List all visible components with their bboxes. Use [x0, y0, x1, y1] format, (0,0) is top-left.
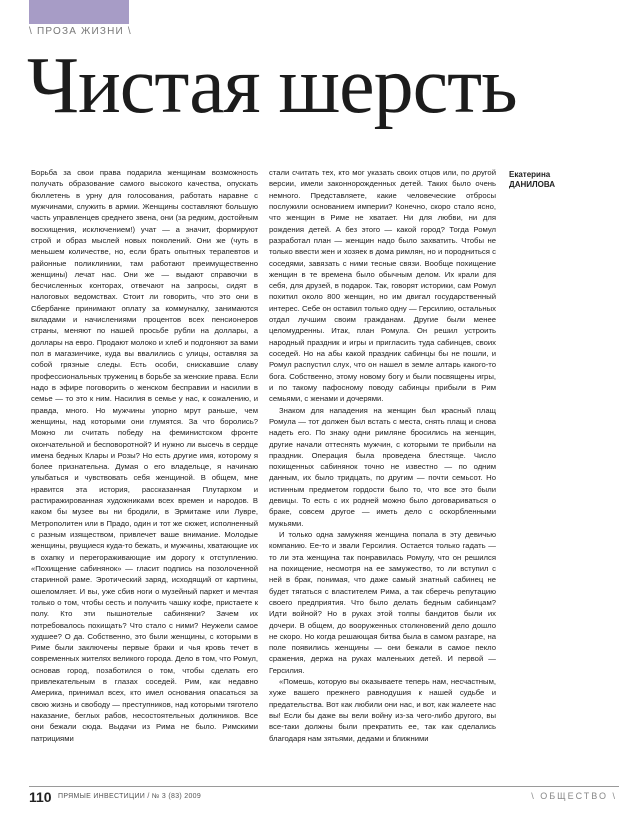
- article-column-1: [31, 167, 258, 744]
- paragraph: Борьба за свои права подарила женщинам возможность получать образование самого высокого качества, опускать бюллетень в урну для голосования, работать наравне с мужчинами, служить в армии. Женщины составляют большую часть управленцев среднего звена, они (за редким, достойным восхищения, исключением!) учат — а значит, формируют строй и образ мыслей новых поколений. Они же (чуть в меньшем количестве, но, если брать опытных терапевтов и районные поликлиники, там работают преимущественно женщины) лечат нас. Они же — выдают справочки в бесчисленных конторах, отвечают на запросы, сидят в налоговых ведомствах. Стоит ли говорить, что это они в Сбербанке принимают оплату за коммуналку, занимаются вкладами и начислениями процентов всех пенсионеров страны, меняют по нашей просьбе рубли на доллары, а доллары на евро. Продают молоко и хлеб и подгоняют за вами пол в магазинчике, куда вы ввалились с улицы, оставляя за собой грязные следы. Есть особи, снискавшие славу профессиональных тружениц в борьбе за женские права. Если надо в эфире поговорить о женском бесправии и насилии в семье — то это к ним. Насилия в семье у нас, к сожалению, и правда, много. Но мужчины упорно мрут раньше, чем женщины, над которыми они глумятся. За что боролись? Можно ли считать победу на феминистском фронте окончательной и бесповоротной? И нужно ли высечь в сердце имена бедных Клары и Розы? Но есть другие имя, которому я более признательна. Думая о его владельце, я начинаю улыбаться и чувствовать себя женщиной. В общем, мне нравится эта история, рассказанная Плутархом и растиражированная художниками всех времен и народов. В каком бы музее вы ни бродили, в Эрмитаже или Лувре, Метрополитен или в Прадо, один и тот же сюжет, исполненный с разным изяществом, привлечет ваше внимание. Молодые женщины, рвущиеся куда-то бежать, и мужчины, хватающие их в охапку и перегораживающие им дорогу к отступлению. «Похищение сабинянок» — гласит подпись на позолоченной старинной раме. Эротический заряд, исходящий от картины, ошеломляет. И вы, уже сбив ноги о музейный паркет и мечтая только о том, чтобы сесть и получить чашку кофе, пристаете к полу. Кто эти пышнотелые сабинянки? Зачем их потребовалось похищать? Что стало с ними? Неужели самое худшее? О да. Собственно, это были женщины, с которыми в Риме были заключены первые браки и чья кровь течет в современных жителях великого города. Дело в том, что Ромул, основав город, позаботился о том, чтобы сделать его привлекательным в глазах соседей. Рим, как недавно Америка, принимал всех, кто имел основания опасаться за свою жизнь и свободу — преступников, над которыми тяготело наказание, беглых рабов, несостоятельных должников. Все они бежали сюда. Выдачи из Рима не было. Римскими патрициями: [31, 168, 258, 743]
- paragraph: «Помешь, которую вы оказываете теперь нам, несчастным, хуже вашего прежнего равнодушия к нашей судьбе и предательства. Вот как любили они нас, и вот, как жалеете нас вы! Если бы даже вы вели войну из-за чего-либо другого, вы все-таки должны были прекратить ее, так как сделались благодаря нам зятьями, дедами и ближними: [269, 677, 496, 743]
- footer-section-label: \ ОБЩЕСТВО \: [531, 791, 617, 801]
- author-first-name: Екатерина: [509, 170, 551, 179]
- paragraph: И только одна замужняя женщина попала в эту девичью компанию. Ее-то и звали Герсилия. Остается только гадать — то ли эта женщина так понравилась Ромулу, что он решился на похищение, несмотря на ее замужество, то ли вступил с ней в брак, понимая, что даже самый знатный сабинец не будет тягаться с властителем Рима, а так сберечь репутацию своего предприятия. Что было делать бедным сабинцам? Идти войной? Но в руках этой толпы бандитов были их дочери. В общем, до вооруженных столкновений дело дошло не скоро. Но когда решающая битва была в самом разгаре, на поле появились женщины — они бежали в самое пекло сражения, держа на руках маленьких детей. И первой — Герсилия.: [269, 530, 496, 675]
- magazine-info: ПРЯМЫЕ ИНВЕСТИЦИИ / № 3 (83) 2009: [58, 793, 202, 800]
- paragraph: стали считать тех, кто мог указать своих отцов или, по другой версии, имели законнорожденных детей. Таких было очень немного. Представляете, какие человеческие отбросы послужили основанием империи? Конечно, скоро стало ясно, что женщин в Риме не хватает. Ни для любви, ни для рождения детей. А без этого — какой город? Тогда Ромул разработал план — женщин надо было захватить. Чтобы не только ввести жен и хозяек в дома римлян, но и породниться с соседями, завязать с ними тесные связи. Вообще похищение женщин в те времена было обычным делом. Их крали для себя, для друзей, в подарок. Так, говорят историки, сам Ромул похитил около 800 женщин, но им двигал государственный интерес. Себе он оставил только одну — Герсилию, остальных отдал лучшим своим гражданам. Другие были менее целомудренны. Итак, план Ромула. Он решил устроить народный праздник и игры и пригласить туда сабинцев, своих соседей. Но на абы какой праздник сабинцы бы не пошли, и Ромул распустил слух, что он нашел в земле алтарь какого-то бога. Собственно, этому новому богу и были посвящены игры, и по такому пафосному поводу сабинцы прибыли в Рим семьями, с женами и дочерями.: [269, 168, 496, 404]
- footer-divider: [29, 786, 619, 787]
- article-column-2: [269, 167, 496, 744]
- header-accent-block: [29, 0, 129, 24]
- section-label: \ ПРОЗА ЖИЗНИ \: [29, 26, 132, 37]
- author-byline: [509, 170, 619, 190]
- page-number: 110: [29, 789, 52, 805]
- paragraph: Знаком для нападения на женщин был красный плащ Ромула — тот должен был встать с места, снять плащ и снова надеть его. По знаку одни римляне бросились на женщин, другие начали оттеснять мужчин, с которыми те прибыли на праздник. Операция была проведена блестяще. Число похищенных сабинянок точно не известно — по одним данным, их было тридцать, по другим — почти семьсот. Но истинным предметом гордости было то, что все это были девицы. То есть с их родней можно было договариваться о браке, совсем другое — иметь дело с оскорбленными мужьями.: [269, 405, 496, 528]
- article-title: Чистая шерсть: [27, 42, 517, 130]
- author-last-name: ДАНИЛОВА: [509, 180, 555, 189]
